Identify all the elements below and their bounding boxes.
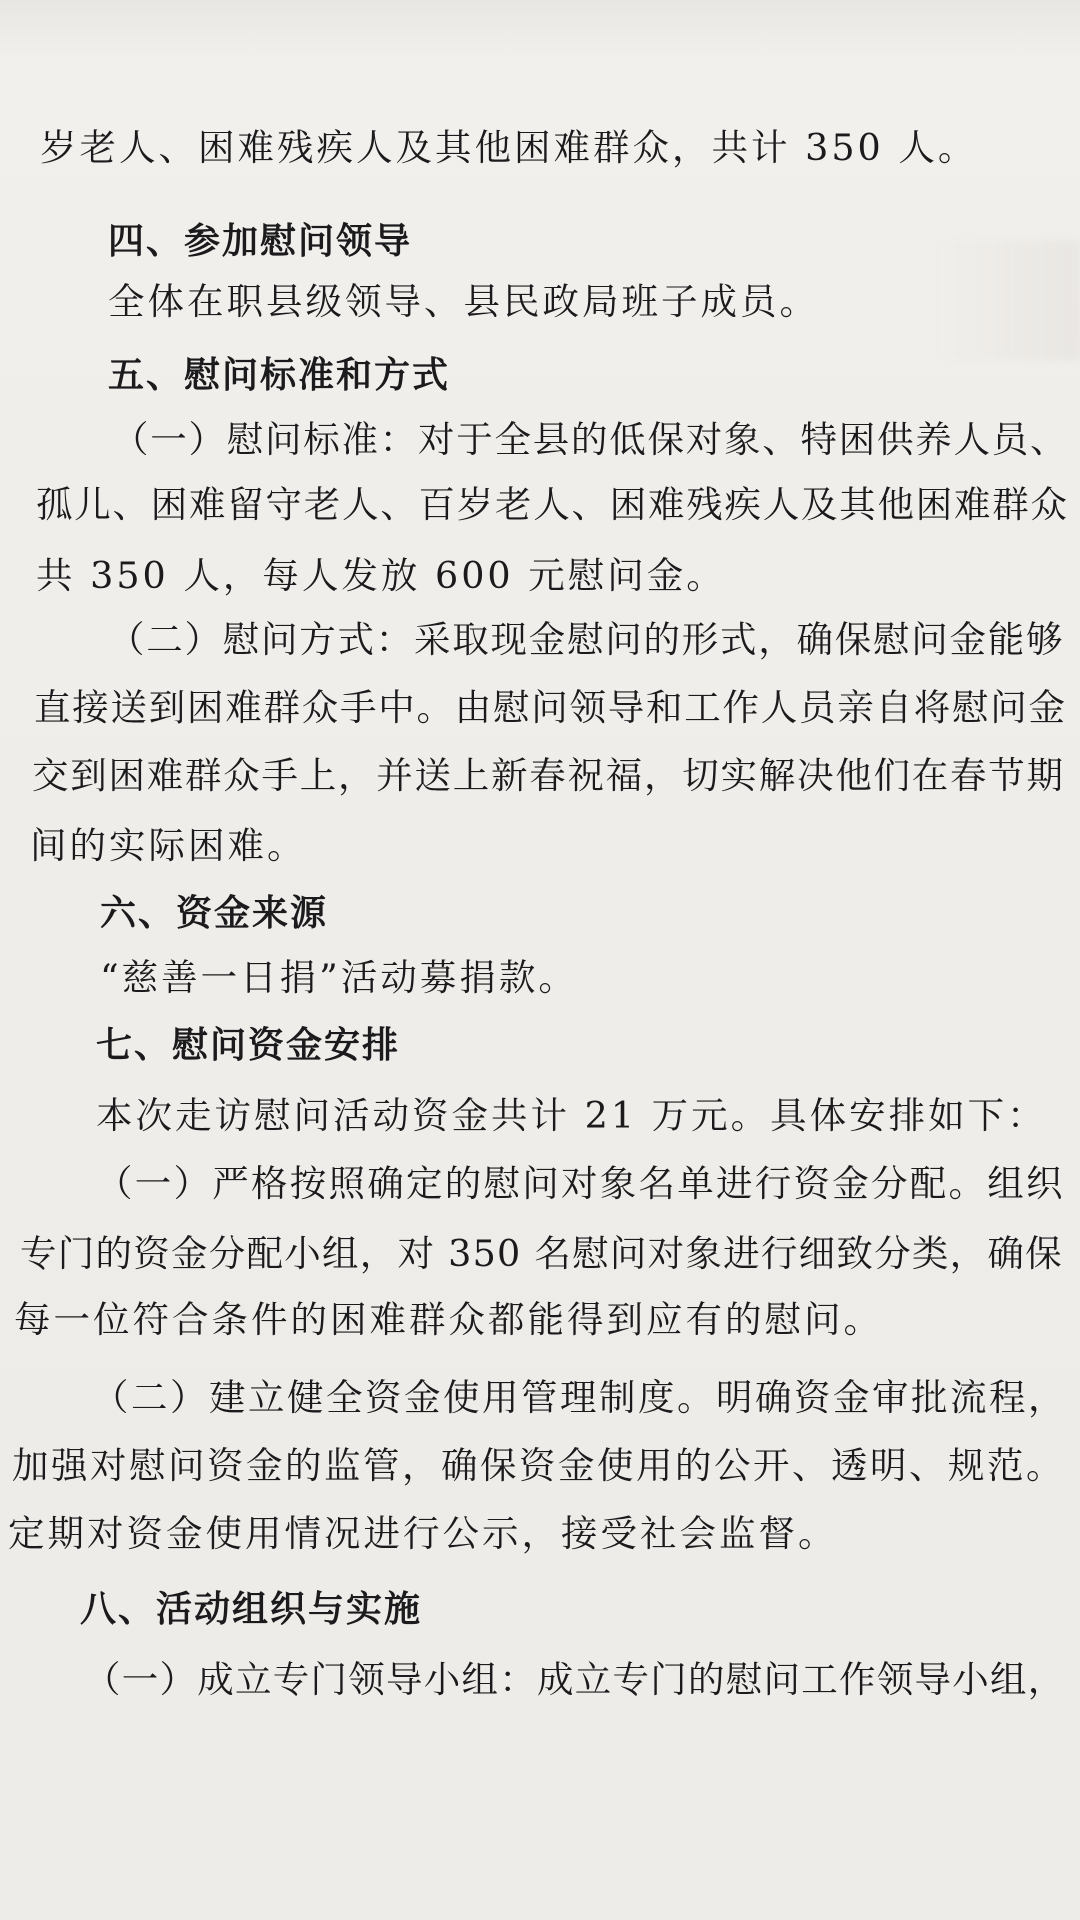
show-through-mark <box>930 240 1080 360</box>
body-line: 孤儿、困难留守老人、百岁老人、困难残疾人及其他困难群众 <box>36 483 1069 526</box>
body-line: 每一位符合条件的困难群众都能得到应有的慰问。 <box>14 1298 883 1341</box>
body-line: （一）严格按照确定的慰问对象名单进行资金分配。组织 <box>96 1162 1065 1205</box>
body-line: 定期对资金使用情况进行公示，接受社会监督。 <box>8 1512 838 1555</box>
body-line: “慈善一日捐”活动募捐款。 <box>100 956 578 999</box>
section-heading-8: 八、活动组织与实施 <box>80 1589 423 1630</box>
body-line: 直接送到困难群众手中。由慰问领导和工作人员亲自将慰问金 <box>34 686 1067 729</box>
body-line: 全体在职县级领导、县民政局班子成员。 <box>108 280 819 323</box>
section-heading-6: 六、资金来源 <box>100 893 329 934</box>
body-line: 共 350 人，每人发放 600 元慰问金。 <box>36 554 726 597</box>
body-line: 专门的资金分配小组，对 350 名慰问对象进行细致分类，确保 <box>20 1232 1063 1275</box>
body-line: 间的实际困难。 <box>30 824 307 867</box>
body-line: （二）建立健全资金使用管理制度。明确资金审批流程， <box>92 1376 1067 1419</box>
body-line: （二）慰问方式：采取现金慰问的形式，确保慰问金能够 <box>108 618 1065 661</box>
section-heading-5: 五、慰问标准和方式 <box>108 355 451 396</box>
body-line: 本次走访慰问活动资金共计 21 万元。具体安排如下： <box>96 1094 1047 1137</box>
body-line: 加强对慰问资金的监管，确保资金使用的公开、透明、规范。 <box>12 1444 1065 1487</box>
section-heading-7: 七、慰问资金安排 <box>96 1025 401 1066</box>
section-heading-4: 四、参加慰问领导 <box>108 221 413 262</box>
body-line: （一）慰问标准：对于全县的低保对象、特困供养人员、 <box>112 418 1069 461</box>
body-line: 岁老人、困难残疾人及其他困难群众，共计 350 人。 <box>40 126 978 169</box>
body-line: （一）成立专门领导小组：成立专门的慰问工作领导小组， <box>84 1658 1066 1701</box>
page-shadow <box>0 0 1080 60</box>
body-line: 交到困难群众手上，并送上新春祝福，切实解决他们在春节期 <box>32 754 1065 797</box>
